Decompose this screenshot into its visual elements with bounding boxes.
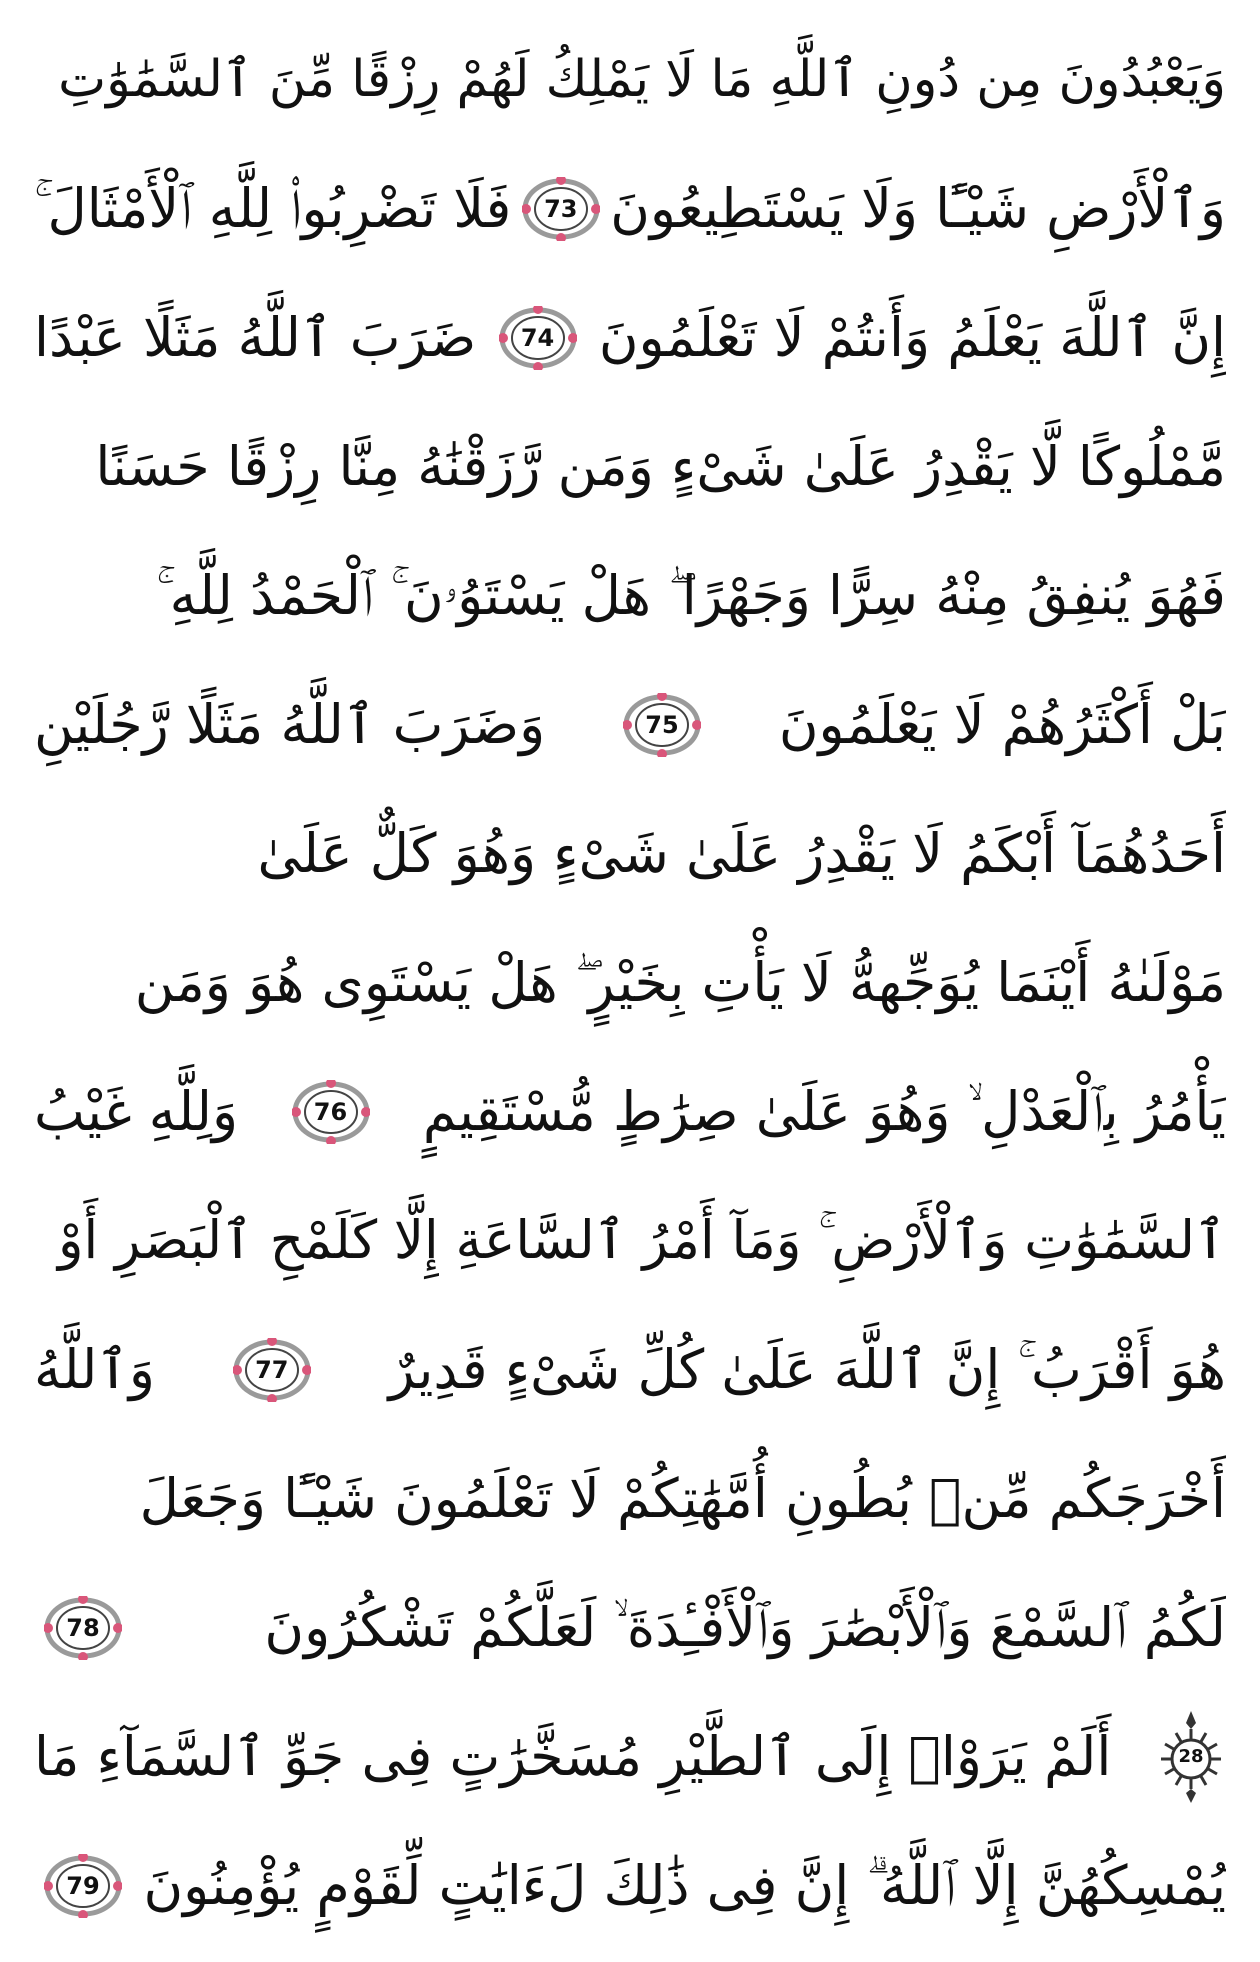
verse-number: 75 — [642, 705, 682, 745]
verse-text: لَكُمُ ٱلسَّمْعَ وَٱلْأَبْصَٰرَ وَٱلْأَفْـِٔدَةَ ۙ لَعَلَّكُمْ تَشْكُرُونَ — [264, 1595, 1226, 1659]
verse-line — [34, 1056, 1226, 1168]
verse-line — [34, 153, 1226, 265]
hizb-rosette-icon — [1156, 1707, 1226, 1807]
ornamental-verse-end-icon — [522, 177, 600, 241]
verse-text: وَيَعْبُدُونَ مِن دُونِ ٱللَّهِ مَا لَا يَمْلِكُ لَهُمْ رِزْقًا مِّنَ ٱلسَّمَٰوَٰتِ — [58, 50, 1226, 110]
verse-number: 78 — [63, 1608, 103, 1648]
verse-text: فَلَا تَضْرِبُوا۟ لِلَّهِ ٱلْأَمْثَالَ ۚ — [34, 176, 512, 240]
ornamental-verse-end-icon — [44, 1854, 122, 1918]
verse-line — [34, 1572, 1226, 1684]
ornamental-verse-end-icon — [499, 306, 577, 370]
verse-number: 79 — [63, 1866, 103, 1906]
verse-text: مَوْلَىٰهُ أَيْنَمَا يُوَجِّههُّ لَا يَأْتِ بِخَيْرٍ ۖ هَلْ يَسْتَوِى هُوَ وَمَن — [134, 950, 1226, 1014]
verse-text: ضَرَبَ ٱللَّهُ مَثَلًا عَبْدًا — [34, 305, 477, 369]
verse-text: هُوَ أَقْرَبُ ۚ إِنَّ ٱللَّهَ عَلَىٰ كُلِّ شَىْءٍ قَدِيرٌ — [388, 1337, 1226, 1401]
verse-line — [34, 411, 1226, 523]
verse-number: 77 — [252, 1350, 292, 1390]
verse-text: ٱلسَّمَٰوَٰتِ وَٱلْأَرْضِ ۚ وَمَآ أَمْرُ ٱلسَّاعَةِ إِلَّا كَلَمْحِ ٱلْبَصَرِ أَوْ — [58, 1209, 1226, 1271]
verse-line — [34, 282, 1226, 394]
verse-number: 73 — [541, 189, 581, 229]
verse-text: بَلْ أَكْثَرُهُمْ لَا يَعْلَمُونَ — [778, 692, 1226, 756]
verse-line — [34, 24, 1226, 136]
verse-number: 74 — [518, 318, 558, 358]
ornamental-verse-end-icon — [623, 693, 701, 757]
ornamental-verse-end-icon — [44, 1596, 122, 1660]
verse-text: أَلَمْ يَرَوْا۟ إِلَى ٱلطَّيْرِ مُسَخَّرَٰتٍ فِى جَوِّ ٱلسَّمَآءِ مَا — [34, 1724, 1112, 1788]
verse-text: يَأْمُرُ بِٱلْعَدْلِ ۙ وَهُوَ عَلَىٰ صِرَٰطٍ مُّسْتَقِيمٍ — [422, 1079, 1226, 1143]
verse-text: فَهُوَ يُنفِقُ مِنْهُ سِرًّا وَجَهْرًا ۖ هَلْ يَسْتَوُۥنَ ۚ ٱلْحَمْدُ لِلَّهِ ۚ — [156, 563, 1226, 627]
verse-text: وَضَرَبَ ٱللَّهُ مَثَلًا رَّجُلَيْنِ — [34, 692, 546, 756]
verse-line — [34, 1443, 1226, 1555]
verse-number: 76 — [311, 1092, 351, 1132]
ornamental-verse-end-icon — [292, 1080, 370, 1144]
verse-text: أَحَدُهُمَآ أَبْكَمُ لَا يَقْدِرُ عَلَىٰ شَىْءٍ وَهُوَ كَلٌّ عَلَىٰ — [257, 821, 1226, 885]
verse-line — [34, 1830, 1226, 1942]
ornamental-verse-end-icon — [233, 1338, 311, 1402]
verse-line — [34, 798, 1226, 910]
verse-text: أَخْرَجَكُم مِّنۢ بُطُونِ أُمَّهَٰتِكُمْ لَا تَعْلَمُونَ شَيْـًٔا وَجَعَلَ — [139, 1466, 1226, 1530]
verse-text: إِنَّ ٱللَّهَ يَعْلَمُ وَأَنتُمْ لَا تَعْلَمُونَ — [598, 305, 1226, 369]
verse-line — [34, 927, 1226, 1039]
verse-line — [34, 1701, 1226, 1813]
hizb-number: 28 — [1178, 1745, 1204, 1767]
verse-line — [34, 1185, 1226, 1297]
verse-text: يُمْسِكُهُنَّ إِلَّا ٱللَّهُ ۗ إِنَّ فِى ذَٰلِكَ لَءَايَٰتٍ لِّقَوْمٍ يُؤْمِنُونَ — [143, 1853, 1226, 1917]
verse-text: وَٱلْأَرْضِ شَيْـًٔا وَلَا يَسْتَطِيعُونَ — [610, 176, 1226, 240]
verse-line — [34, 540, 1226, 652]
verse-line — [34, 1314, 1226, 1426]
verse-line — [34, 669, 1226, 781]
verse-text: وَلِلَّهِ غَيْبُ — [34, 1079, 239, 1143]
verse-text: وَٱللَّهُ — [34, 1337, 155, 1401]
verse-text: مَّمْلُوكًا لَّا يَقْدِرُ عَلَىٰ شَىْءٍ وَمَن رَّزَقْنَٰهُ مِنَّا رِزْقًا حَسَنًا — [95, 434, 1226, 498]
